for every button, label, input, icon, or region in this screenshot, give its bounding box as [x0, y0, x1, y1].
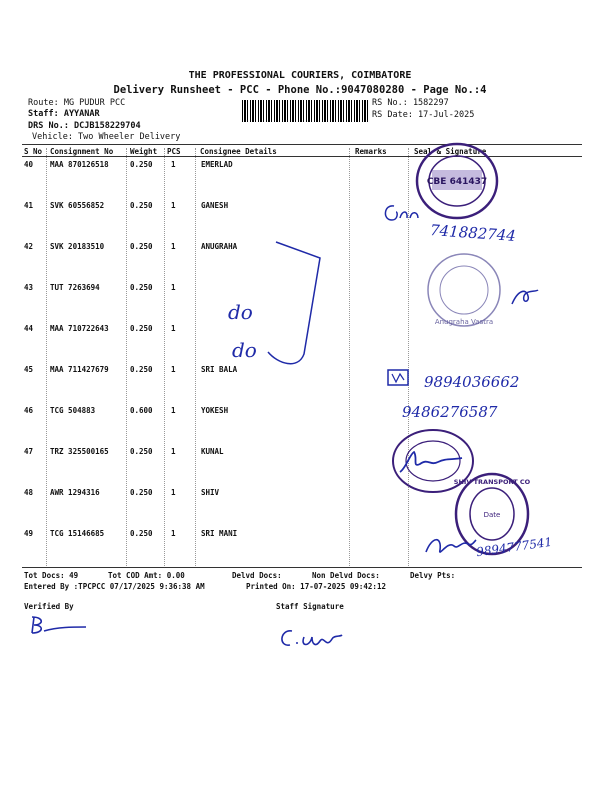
company-title: THE PROFESSIONAL COURIERS, COIMBATORE: [188, 70, 412, 81]
delivery-points: Delvy Pts:: [410, 571, 456, 580]
table-row-weight: 0.250: [130, 324, 153, 333]
handwritten-phone-sribala: 9894036662: [424, 373, 520, 391]
table-row-pcs: 1: [171, 160, 176, 169]
table-row-consignment: AWR 1294316: [50, 488, 100, 497]
col-sno: S No: [24, 147, 43, 156]
svg-text:Anugraha Vastra: Anugraha Vastra: [434, 318, 494, 326]
signature-row-43: [510, 286, 540, 308]
signature-sribala-box: [386, 368, 412, 388]
svg-text:CBE 641437: CBE 641437: [426, 177, 488, 187]
table-row-sno: 40: [24, 160, 34, 169]
total-docs: Tot Docs: 49: [24, 571, 79, 580]
handwritten-do-mark-2: do: [232, 338, 257, 362]
table-row-sno: 49: [24, 529, 34, 538]
table-row-consignment: MAA 870126518: [50, 160, 109, 169]
handwritten-ditto-bracket: [264, 236, 324, 376]
table-row-pcs: 1: [171, 324, 176, 333]
table-row-pcs: 1: [171, 201, 176, 210]
signature-staff: [276, 625, 346, 653]
table-row-consignment: TCG 15146685: [50, 529, 105, 538]
table-row-consignment: SVK 20183510: [50, 242, 105, 251]
delivered-docs: Delvd Docs:: [232, 571, 282, 580]
table-row-sno: 48: [24, 488, 34, 497]
entered-by: Entered By :TPCPCC 07/17/2025 9:36:38 AM: [24, 582, 205, 591]
table-row-sno: 45: [24, 365, 34, 374]
col-remarks: Remarks: [355, 147, 387, 156]
table-row-pcs: 1: [171, 242, 176, 251]
col-sep: [195, 148, 196, 566]
col-sep: [164, 148, 165, 566]
handwritten-phone-ganesh: 741882744: [429, 221, 517, 245]
non-delivered-docs: Non Delvd Docs:: [312, 571, 380, 580]
table-row-sno: 42: [24, 242, 34, 251]
table-row-consignee: SHIV: [201, 488, 220, 497]
table-row-sno: 44: [24, 324, 34, 333]
table-row-consignee: GANESH: [201, 201, 229, 210]
col-consignee: Consignee Details: [200, 147, 277, 156]
staff-label: Staff: AYYANAR: [28, 109, 100, 119]
runsheet-subtitle: Delivery Runsheet - PCC - Phone No.:9047080280 - Page No.:4: [113, 84, 487, 96]
table-row-pcs: 1: [171, 365, 176, 374]
table-row-pcs: 1: [171, 283, 176, 292]
table-row-consignee: SRI MANI: [201, 529, 238, 538]
table-row-consignee: ANUGRAHA: [201, 242, 238, 251]
col-pcs: PCS: [167, 147, 181, 156]
table-row-weight: 0.250: [130, 283, 153, 292]
table-row-consignee: SRI BALA: [201, 365, 238, 374]
signature-ganesh-initials: [380, 200, 422, 230]
col-sep: [126, 148, 127, 566]
handwritten-phone-srimani: 9894777541: [475, 534, 553, 560]
signature-kunal: [396, 448, 466, 478]
table-row-weight: 0.250: [130, 529, 153, 538]
signature-verified-by: [26, 613, 92, 637]
company-seal-stamp-1: [412, 140, 502, 222]
staff-signature-label: Staff Signature: [276, 602, 344, 611]
table-row-weight: 0.250: [130, 447, 153, 456]
rs-date: RS Date: 17-Jul-2025: [372, 110, 475, 120]
col-sep: [46, 148, 47, 566]
svg-text:SHIV TRANSPORT CO: SHIV TRANSPORT CO: [453, 478, 531, 486]
col-weight: Weight: [130, 147, 158, 156]
table-row-weight: 0.250: [130, 201, 153, 210]
col-sep: [349, 148, 350, 566]
printed-on: Printed On: 17-07-2025 09:42:12: [246, 582, 386, 591]
table-row-consignment: MAA 710722643: [50, 324, 109, 333]
table-row-consignee: EMERLAD: [201, 160, 233, 169]
table-row-weight: 0.250: [130, 242, 153, 251]
company-seal-stamp-2: [424, 250, 504, 330]
table-row-pcs: 1: [171, 447, 176, 456]
table-row-sno: 47: [24, 447, 34, 456]
verified-by-label: Verified By: [24, 602, 74, 611]
table-row-pcs: 1: [171, 488, 176, 497]
table-row-weight: 0.250: [130, 488, 153, 497]
table-row-consignee: YOKESH: [201, 406, 229, 415]
svg-text:Date: Date: [483, 511, 501, 519]
handwritten-do-mark-1: do: [228, 300, 253, 324]
table-row-sno: 46: [24, 406, 34, 415]
col-consignment: Consignment No: [50, 147, 114, 156]
table-row-consignment: MAA 711427679: [50, 365, 109, 374]
total-cod: Tot COD Amt: 0.00: [108, 571, 185, 580]
col-seal-signature: Seal & Signature: [414, 147, 487, 156]
rs-no: RS No.: 1582297: [372, 98, 449, 108]
table-row-consignment: TUT 7263694: [50, 283, 100, 292]
table-row-consignee: KUNAL: [201, 447, 224, 456]
table-row-pcs: 1: [171, 529, 176, 538]
table-row-weight: 0.250: [130, 365, 153, 374]
table-row-weight: 0.600: [130, 406, 153, 415]
table-row-consignment: TCG 504883: [50, 406, 96, 415]
vehicle-label: Vehicle: Two Wheeler Delivery: [32, 132, 181, 142]
handwritten-phone-yokesh: 9486276587: [402, 403, 498, 421]
table-row-consignment: SVK 60556852: [50, 201, 105, 210]
table-rule-bottom: [22, 567, 582, 568]
barcode: [242, 100, 370, 122]
table-row-consignment: TRZ 325500165: [50, 447, 109, 456]
table-row-pcs: 1: [171, 406, 176, 415]
drs-label: DRS No.: DCJB158229704: [28, 121, 141, 131]
table-row-weight: 0.250: [130, 160, 153, 169]
signature-srimani: [422, 530, 478, 560]
table-row-sno: 41: [24, 201, 34, 210]
route-label: Route: MG PUDUR PCC: [28, 98, 126, 108]
table-row-sno: 43: [24, 283, 34, 292]
